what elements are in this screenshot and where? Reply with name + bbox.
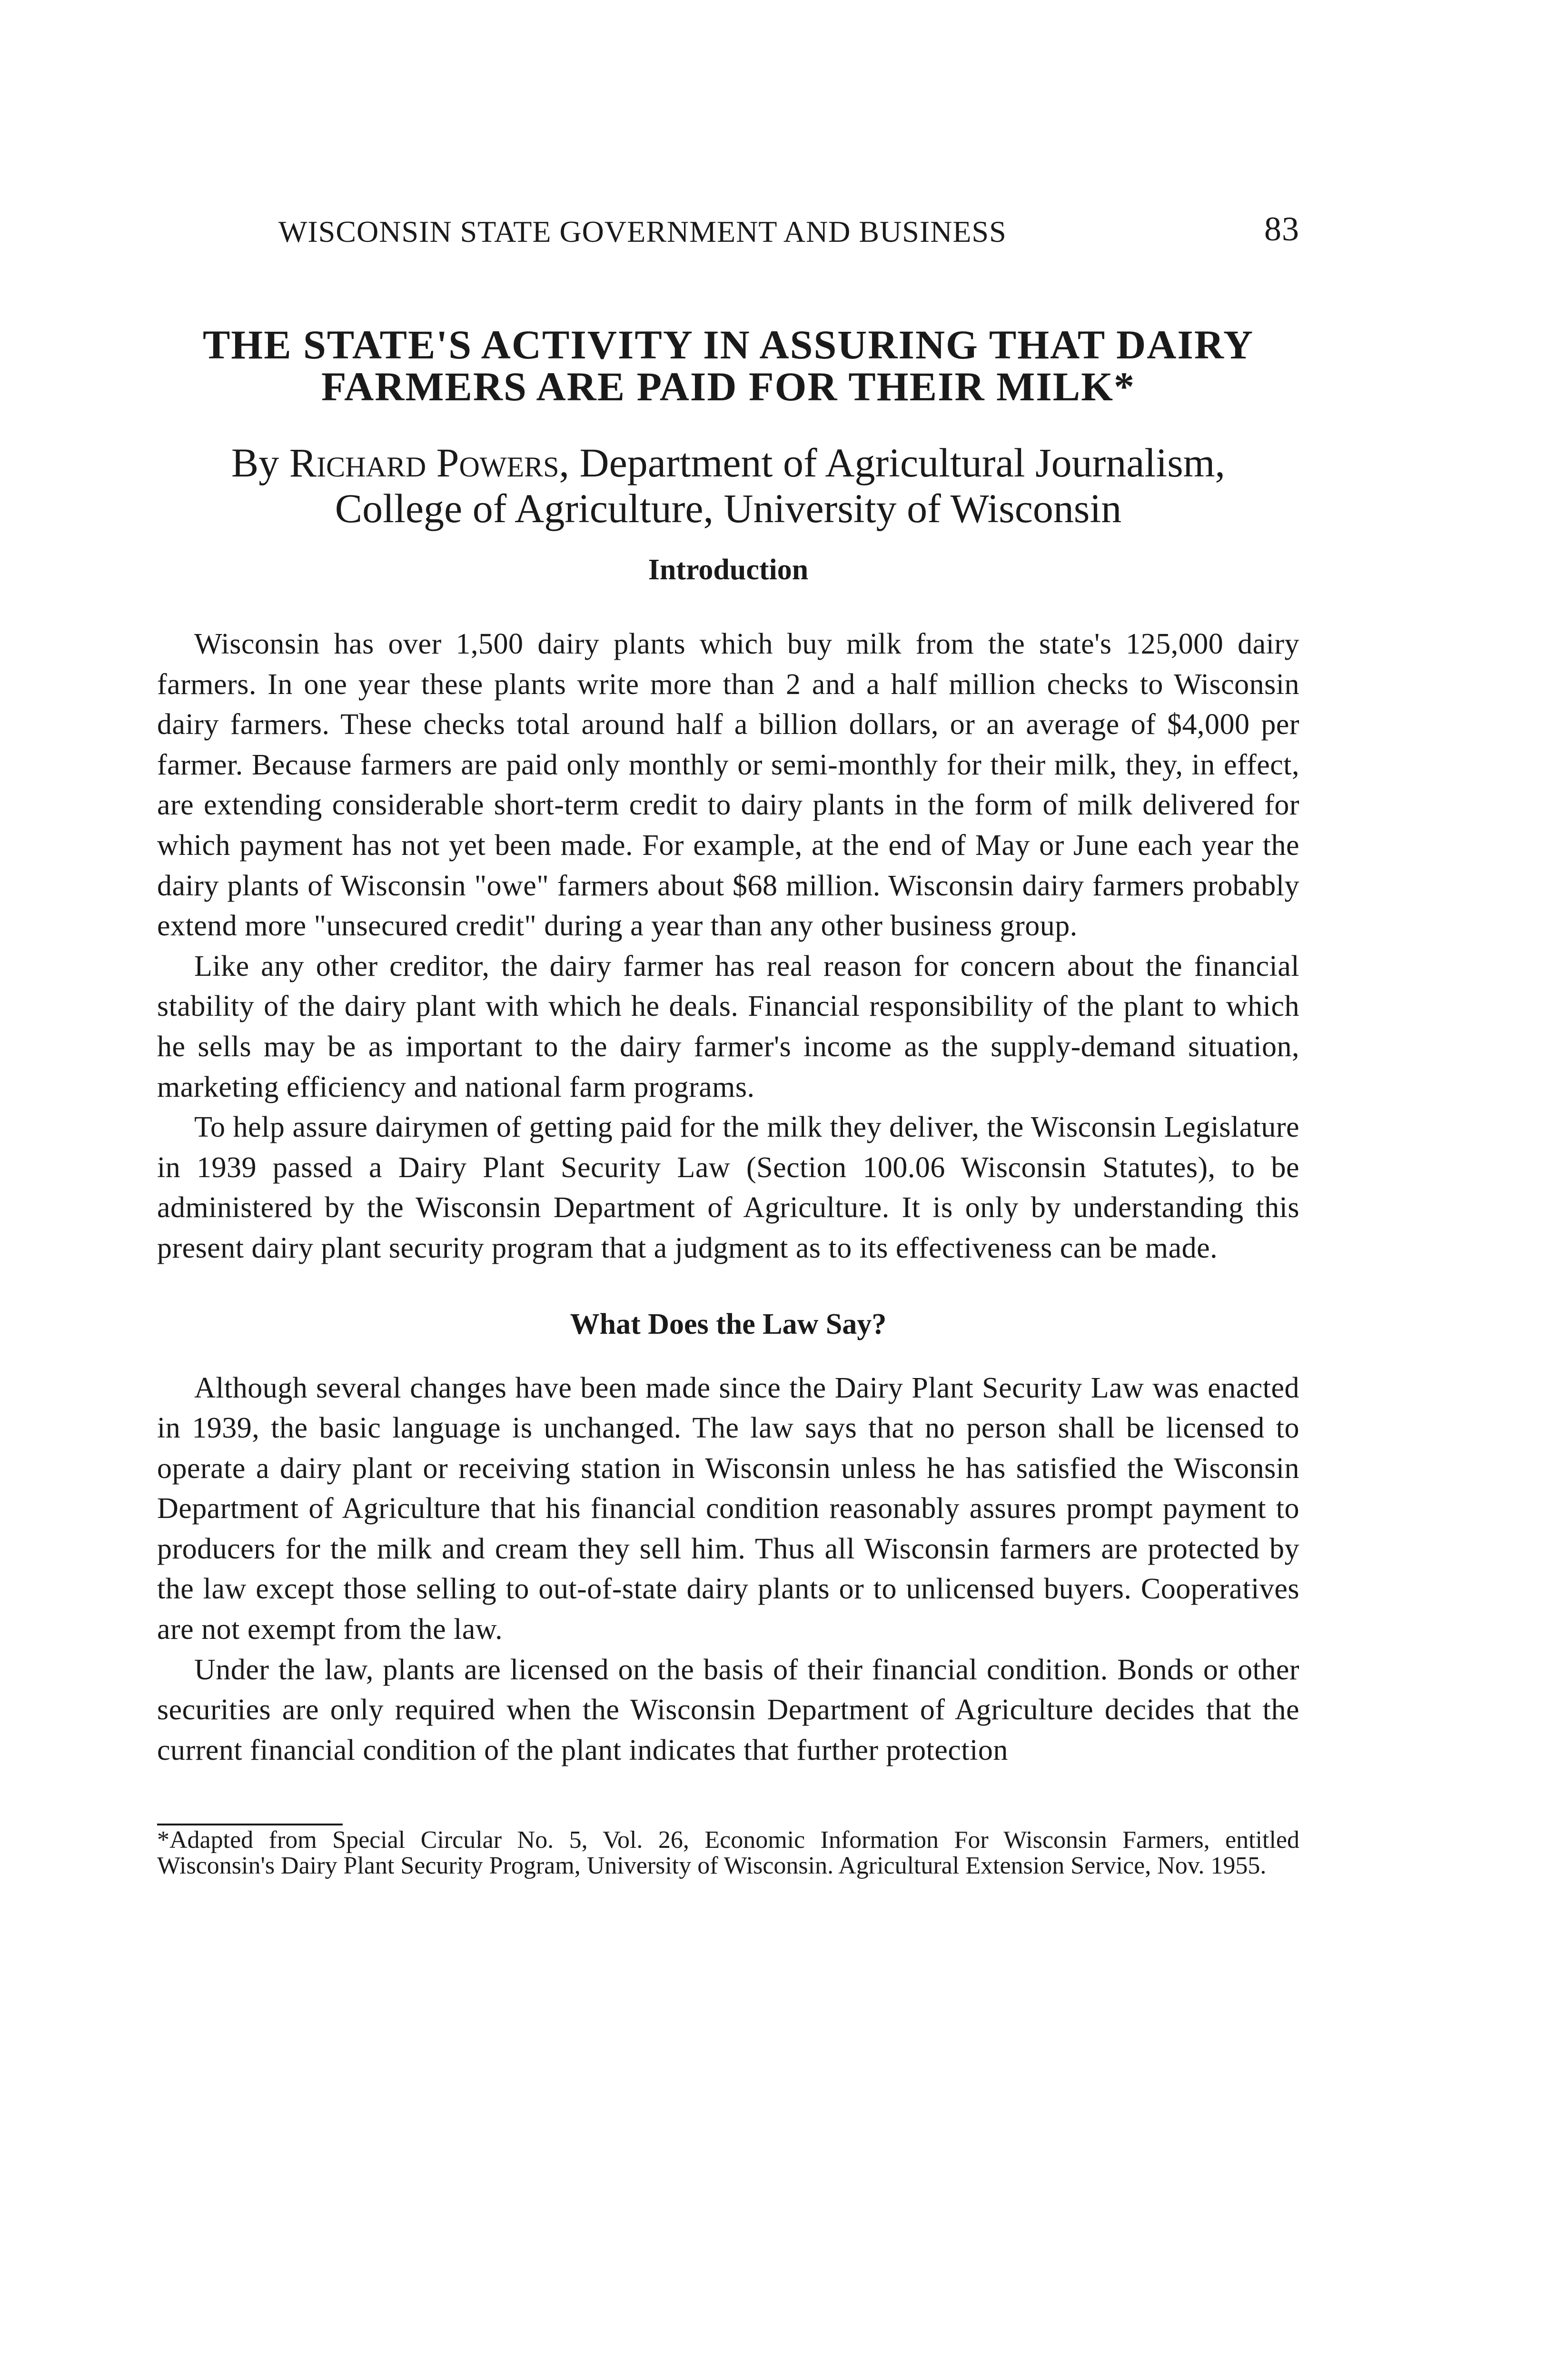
byline-prefix: By bbox=[231, 440, 289, 486]
byline-line-2: College of Agriculture, University of Wisconsin bbox=[335, 486, 1122, 531]
section-heading-what-does-the-law-say: What Does the Law Say? bbox=[570, 1308, 887, 1340]
running-head bbox=[157, 209, 1299, 252]
byline-line-1 bbox=[157, 440, 1299, 486]
paragraph: Like any other creditor, the dairy farmer has real reason for concern about the financial stability of the dairy plant with which he deals. Financial responsibility of the plant to which he sells may be as important to the dairy farmer's income as the supply-demand situation, marketing efficiency and national farm programs. bbox=[157, 950, 1299, 1103]
paragraph: To help assure dairymen of getting paid for the milk they deliver, the Wisconsin Legislature in 1939 passed a Dairy Plant Security Law (Section 100.06 Wisconsin Statutes), to be administered by the Wisconsin Department of Agriculture. It is only by understanding this present dairy plant security program that a judgment as to its effectiveness can be made. bbox=[157, 1111, 1299, 1264]
paragraph: Wisconsin has over 1,500 dairy plants which buy milk from the state's 125,000 dairy farmers. In one year these plants write more than 2 and a half million checks to Wisconsin dairy farmers. These checks total around half a billion dollars, or an average of $4,000 per farmer. Because farmers are paid only monthly or semi-monthly for their milk, they, in effect, are extending considerable short-term credit to dairy plants in the form of milk delivered for which payment has not yet been made. For example, at the end of May or June each year the dairy plants of Wisconsin "owe" farmers about $68 million. Wisconsin dairy farmers probably extend more "unsecured credit" during a year than any other business group. bbox=[157, 628, 1299, 942]
running-head-title: WISCONSIN STATE GOVERNMENT AND BUSINESS bbox=[278, 215, 1007, 248]
article-title bbox=[157, 324, 1299, 407]
page-number: 83 bbox=[1264, 210, 1299, 248]
author-name: Richard Powers bbox=[289, 440, 559, 486]
article-title-line-2: FARMERS ARE PAID FOR THEIR MILK* bbox=[321, 364, 1136, 409]
author-affiliation: , Department of Agricultural Journalism, bbox=[559, 440, 1226, 486]
paragraph: Although several changes have been made since the Dairy Plant Security Law was enacted in 1939, the basic language is unchanged. The law says that no person shall be licensed to operate a dairy plant or receiving station in Wisconsin unless he has satisfied the Wisconsin Department of Agriculture that his financial condition reasonably assures prompt payment to producers for the milk and cream they sell him. Thus all Wisconsin farmers are protected by the law except those selling to out-of-state dairy plants or to unlicensed buyers. Cooperatives are not exempt from the law. bbox=[157, 1371, 1299, 1646]
section-heading-introduction: Introduction bbox=[648, 554, 809, 586]
footnote: *Adapted from Special Circular No. 5, Vol. 26, Economic Information For Wisconsin Farmers, entitled Wisconsin's Dairy Plant Security Program, University of Wisconsin. Agricultural Extension Service, Nov. 1955. bbox=[157, 1826, 1299, 1880]
paragraph: Under the law, plants are licensed on the basis of their financial condition. Bonds or other securities are only required when the Wisconsin Department of Agriculture decides that the current financial condition of the plant indicates that further protection bbox=[157, 1653, 1299, 1766]
document-page bbox=[157, 209, 1299, 1879]
footnote-divider bbox=[157, 1824, 343, 1825]
article-title-line-1: THE STATE'S ACTIVITY IN ASSURING THAT DAIRY bbox=[202, 322, 1254, 367]
byline bbox=[157, 440, 1299, 531]
